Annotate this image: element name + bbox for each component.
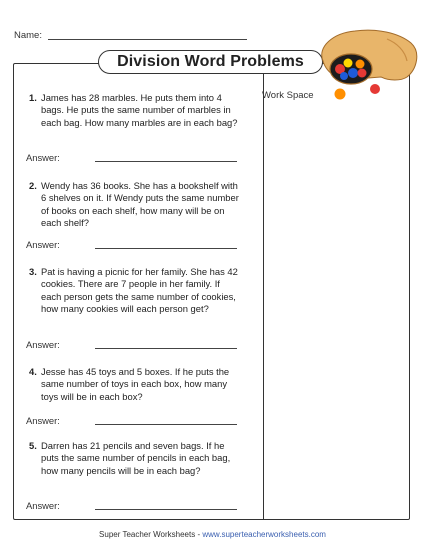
- problem-text: Darren has 21 pencils and seven bags. If he puts the same number of pencils in each bag, how many pencils will be in each bag?: [41, 440, 231, 476]
- answer-row-2: [26, 239, 60, 250]
- name-label: Name:: [14, 30, 42, 41]
- title-banner: [98, 50, 323, 74]
- answer-line-2[interactable]: [95, 248, 237, 249]
- answer-label: Answer:: [26, 339, 60, 350]
- name-line[interactable]: [48, 39, 247, 40]
- answer-row-1: [26, 152, 60, 163]
- footer: [0, 530, 425, 539]
- answer-row-4: [26, 415, 60, 426]
- problem-text: Jesse has 45 toys and 5 boxes. If he puts the same number of toys in each box, how many toys will be in each box?: [41, 366, 230, 402]
- problem-1: [29, 92, 241, 129]
- marble-blue: [348, 68, 358, 78]
- problem-5: [29, 440, 241, 477]
- marble-red: [370, 84, 380, 94]
- answer-label: Answer:: [26, 239, 60, 250]
- marble-blue: [340, 72, 348, 80]
- marble-bag-icon: [315, 25, 425, 107]
- answer-line-1[interactable]: [95, 161, 237, 162]
- footer-site-name: Super Teacher Worksheets -: [99, 530, 203, 539]
- footer-url-link[interactable]: www.superteacherworksheets.com: [202, 530, 326, 539]
- problem-text: Pat is having a picnic for her family. She has 42 cookies. There are 7 people in her family. If each person gets the same number of cookies, how many cookies will each person get?: [41, 266, 238, 315]
- problem-number: 5.: [29, 440, 37, 451]
- problem-3: [29, 266, 241, 316]
- marble-yellow: [344, 59, 353, 68]
- problem-number: 4.: [29, 366, 37, 377]
- answer-line-5[interactable]: [95, 509, 237, 510]
- work-space-label: Work Space: [262, 90, 314, 101]
- problem-number: 1.: [29, 92, 37, 103]
- problem-text: James has 28 marbles. He puts them into 4 bags. He puts the same number of marbles in each bag. How many marbles are in each bag?: [41, 92, 238, 128]
- problem-4: [29, 366, 241, 403]
- answer-line-3[interactable]: [95, 348, 237, 349]
- problem-2: [29, 180, 241, 230]
- marble-orange: [356, 60, 365, 69]
- problem-number: 3.: [29, 266, 37, 277]
- answer-label: Answer:: [26, 152, 60, 163]
- answer-label: Answer:: [26, 500, 60, 511]
- column-divider: [263, 64, 264, 519]
- answer-label: Answer:: [26, 415, 60, 426]
- answer-row-3: [26, 339, 60, 350]
- marble-orange: [335, 89, 346, 100]
- problem-text: Wendy has 36 books. She has a bookshelf with 6 shelves on it. If Wendy puts the same number of books on each shelf, how many will be on each shelf?: [41, 180, 239, 229]
- page-title: Division Word Problems: [117, 53, 304, 70]
- problem-number: 2.: [29, 180, 37, 191]
- marble-red: [358, 69, 367, 78]
- answer-row-5: [26, 500, 60, 511]
- answer-line-4[interactable]: [95, 424, 237, 425]
